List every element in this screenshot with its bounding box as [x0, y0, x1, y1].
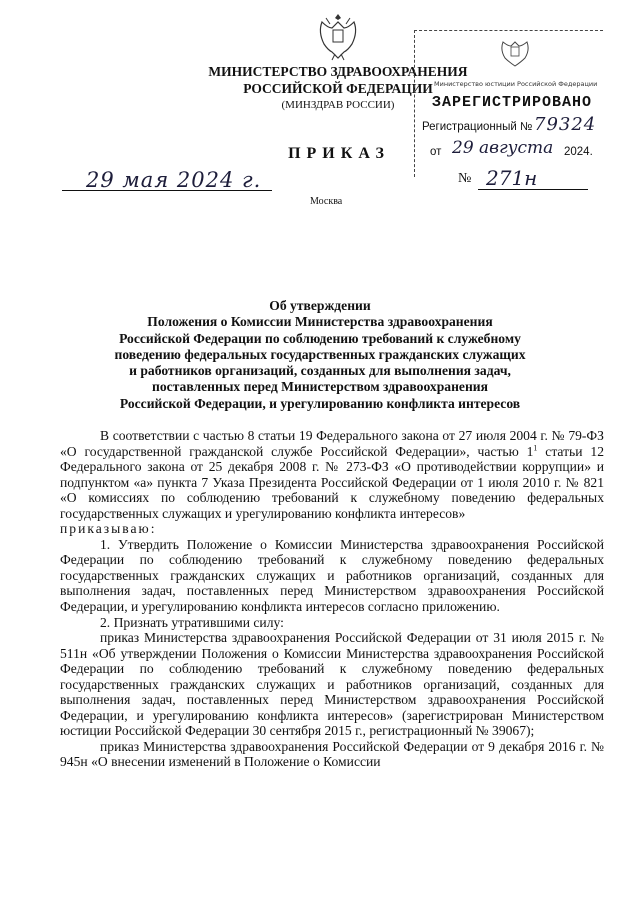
- stamp-from-label: от: [430, 146, 442, 158]
- number-underline: [478, 189, 588, 190]
- city-label: Москва: [310, 196, 343, 207]
- stamp-from-date: 29 августа: [452, 138, 554, 158]
- title-line: и работников организаций, созданных для выполнения задач,: [129, 363, 511, 379]
- clause-2: 2. Признать утратившими силу:: [100, 614, 284, 630]
- repealed-order-1: приказ Министерства здравоохранения Российской Федерации от 31 июля 2015 г. № 511н «Об утверждении Положения о Комиссии Министерства здравоохранения Российской Федерации по соблюдению требований к служебному поведению федеральных государственных гражданских служащих и работников организаций, созданных для выполнения задач, поставленных перед Министерством здравоохранения Российской Федерации, и урегулированию конфликта интересов» (зарегистрирован Министерством юстиции Российской Федерации 30 сентября 2015 г., регистрационный № 39067);: [60, 630, 604, 739]
- registration-stamp: [414, 30, 604, 180]
- title-line: Об утверждении: [269, 298, 371, 313]
- order-date-handwritten: 29 мая 2024 г.: [86, 168, 262, 192]
- coat-of-arms-emblem: [316, 10, 360, 62]
- ministry-name-line2: РОССИЙСКОЙ ФЕДЕРАЦИИ: [243, 81, 433, 96]
- number-label: №: [458, 171, 472, 186]
- clause-1: 1. Утвердить Положение о Комиссии Министерства здравоохранения Российской Федерации по соблюдению требований к служебному поведению федеральных государственных гражданских служащих и работников организаций, созданных для выполнения задач, поставленных перед Министерством здравоохранения Российской Федерации, и урегулированию конфликта интересов согласно приложению.: [60, 536, 604, 615]
- preamble-text-a: В соответствии с частью 8 статьи 19 Федерального закона от 27 июля 2004 г. № 79-ФЗ «О государственной гражданской службе Российской Федерации», частью 1: [60, 428, 604, 459]
- preamble-paragraph: [60, 428, 604, 521]
- order-title: [72, 298, 568, 412]
- order-word: приказываю:: [60, 521, 157, 537]
- stamp-emblem-icon: [498, 34, 532, 68]
- stamp-reg-label: Регистрационный №: [422, 121, 533, 133]
- title-line: Российской Федерации, и урегулированию конфликта интересов: [119, 395, 521, 411]
- date-underline: [62, 190, 272, 191]
- order-number-handwritten: 271н: [486, 166, 538, 190]
- stamp-ministry-text: Министерство юстиции Российской Федерации: [434, 80, 598, 88]
- title-line: поведению федеральных государственных гражданских служащих: [114, 346, 526, 362]
- preamble-text-b: статьи 12 Федерального закона от 25 декабря 2008 г. № 273-ФЗ «О противодействии коррупции» и подпунктом «а» пункта 7 Указа Президента Российской Федерации от 1 июля 2010 г. № 821 «О комиссиях по соблюдению требований к служебному поведению федеральных государственных служащих и урегулированию конфликта интересов»: [60, 443, 604, 521]
- stamp-reg-number: 79324: [534, 114, 597, 135]
- ministry-abbreviation: (МИНЗДРАВ РОССИИ): [281, 99, 395, 111]
- stamp-title: ЗАРЕГИСТРИРОВАНО: [432, 94, 593, 111]
- repealed-order-2: приказ Министерства здравоохранения Российской Федерации от 9 декабря 2016 г. № 945н «О внесении изменений в Положение о Комиссии: [60, 738, 604, 770]
- order-body: [60, 428, 604, 770]
- ministry-name-line1: МИНИСТЕРСТВО ЗДРАВООХРАНЕНИЯ: [208, 64, 468, 79]
- document-type: ПРИКАЗ: [288, 145, 390, 162]
- stamp-year: 2024.: [564, 146, 593, 158]
- superscript: 1: [533, 443, 538, 453]
- title-line: Российской Федерации по соблюдению требований к служебному: [119, 330, 521, 346]
- title-line: Положения о Комиссии Министерства здравоохранения: [147, 314, 493, 330]
- title-line: поставленных перед Министерством здравоохранения: [152, 379, 488, 395]
